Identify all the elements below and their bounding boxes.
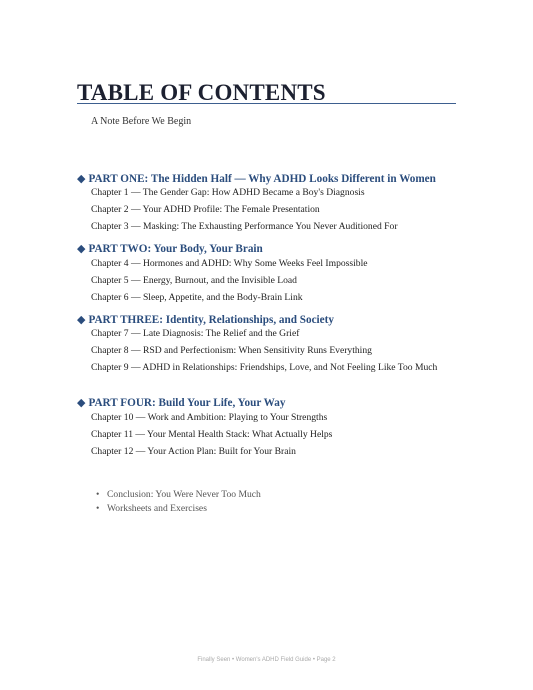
chapter-8-entry[interactable]: Chapter 8 — RSD and Perfectionism: When Sensitivity Runs Everything [91, 345, 372, 356]
toc-entry-intro[interactable]: A Note Before We Begin [91, 116, 192, 127]
part-four-heading[interactable] [77, 396, 285, 409]
conclusion-entry[interactable] [96, 489, 261, 500]
part-title: PART FOUR: Build Your Life, Your Way [88, 397, 286, 409]
diamond-icon: ◆ [77, 173, 86, 185]
part-title: PART TWO: Your Body, Your Brain [88, 243, 263, 255]
chapter-9-entry[interactable]: Chapter 9 — ADHD in Relationships: Friendships, Love, and Not Feeling Like Too Much [91, 362, 438, 373]
diamond-icon: ◆ [77, 397, 86, 409]
part-two-heading[interactable] [77, 242, 263, 255]
page-footer: Finally Seen • Women's ADHD Field Guide • Page 2 [197, 657, 336, 663]
chapter-11-entry[interactable]: Chapter 11 — Your Mental Health Stack: What Actually Helps [91, 429, 333, 440]
chapter-5-entry[interactable]: Chapter 5 — Energy, Burnout, and the Invisible Load [91, 275, 297, 286]
entry-label: Worksheets and Exercises [107, 503, 207, 514]
entry-label: Conclusion: You Were Never Too Much [107, 489, 261, 500]
chapter-6-entry[interactable]: Chapter 6 — Sleep, Appetite, and the Body-Brain Link [91, 292, 303, 303]
part-one-heading[interactable] [77, 172, 436, 185]
chapter-4-entry[interactable]: Chapter 4 — Hormones and ADHD: Why Some Weeks Feel Impossible [91, 258, 368, 269]
part-three-heading[interactable] [77, 313, 334, 326]
chapter-10-entry[interactable]: Chapter 10 — Work and Ambition: Playing to Your Strengths [91, 412, 328, 423]
part-title: PART THREE: Identity, Relationships, and Society [88, 314, 334, 326]
part-title: PART ONE: The Hidden Half — Why ADHD Looks Different in Women [88, 173, 436, 185]
bullet-icon: • [96, 503, 100, 514]
diamond-icon: ◆ [77, 243, 86, 255]
page-title: TABLE OF CONTENTS [77, 80, 326, 105]
chapter-2-entry[interactable]: Chapter 2 — Your ADHD Profile: The Female Presentation [91, 204, 320, 215]
chapter-1-entry[interactable]: Chapter 1 — The Gender Gap: How ADHD Became a Boy's Diagnosis [91, 187, 365, 198]
diamond-icon: ◆ [77, 314, 86, 326]
worksheets-entry[interactable] [96, 503, 207, 514]
chapter-7-entry[interactable]: Chapter 7 — Late Diagnosis: The Relief and the Grief [91, 328, 300, 339]
bullet-icon: • [96, 489, 100, 500]
chapter-12-entry[interactable]: Chapter 12 — Your Action Plan: Built for Your Brain [91, 446, 296, 457]
chapter-3-entry[interactable]: Chapter 3 — Masking: The Exhausting Performance You Never Auditioned For [91, 221, 398, 232]
title-underline [77, 103, 456, 104]
